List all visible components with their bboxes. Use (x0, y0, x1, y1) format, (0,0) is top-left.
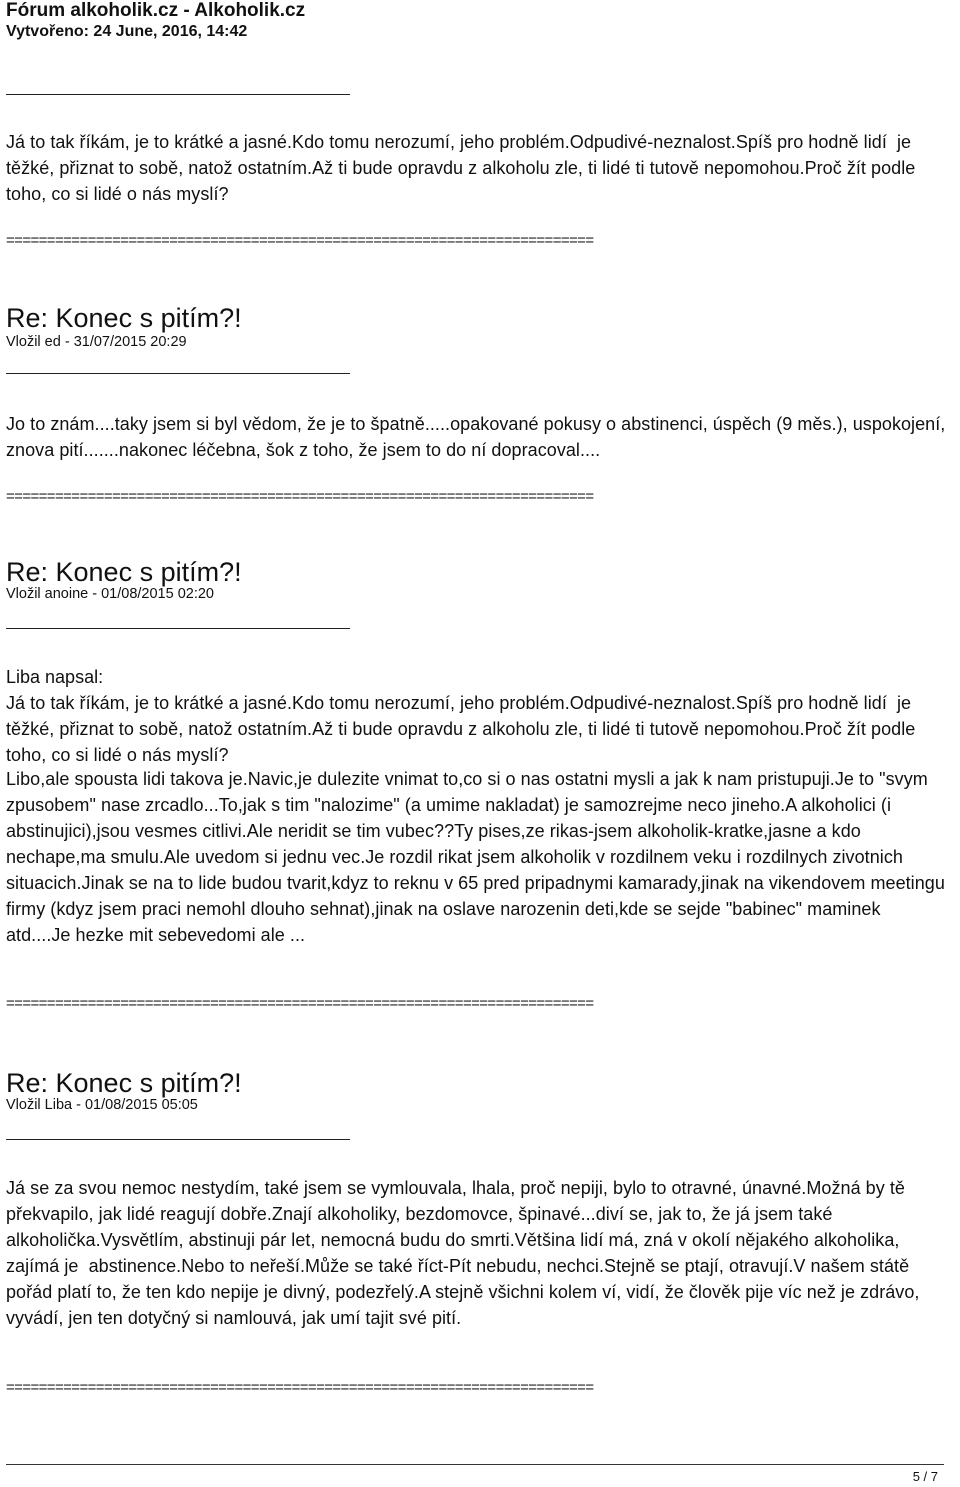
footer-divider (6, 1464, 944, 1465)
post-body: Libo,ale spousta lidi takova je.Navic,je dulezite vnimat to,co si o nas ostatni mysli a jak k nam pristupuji.Je to "svym zpusobem" nase zrcadlo...To,jak s tim "nalozime" (a umime nakladat) je samozrejme neco jineho.A alkoholici (i abstinujici),jsou vesmes citlivi.Ale neridit se tim vubec??Ty pises,ze rikas-jsem alkoholik-kratke,jasne a kdo nechape,ma smulu.Ale uvedom si jednu vec.Je rozdil rikat jsem alkoholik v rozdilnem veku i rozdilnych zivotnich situacich.Jinak se na to lide budou tvarit,kdyz to reknu v 65 pred pripadnymi kamarady,jinak na vikendovem meetingu firmy (kdyz jsem praci nemohl dlouho sehnat),jinak na oslave narozenin deti,kde se sejde "babinec" maminek atd....Je hezke mit sebevedomi ale ... (6, 769, 950, 945)
intro-text: Já to tak říkám, je to krátké a jasné.Kdo tomu nerozumí, jeho problém.Odpudivé-neznalost.Spíš pro hodně lidí je těžké, přiznat to sobě, natož ostatním.Až ti bude opravdu z alkoholu zle, ti lidé ti tutově nepomohou.Proč žít podle toho, co si lidé o nás myslí? (6, 132, 921, 204)
post-separator: ======================================================================== (6, 232, 594, 249)
quote-text: Já to tak říkám, je to krátké a jasné.Kdo tomu nerozumí, jeho problém.Odpudivé-neznalost.Spíš pro hodně lidí je těžké, přiznat to sobě, natož ostatním.Až ti bude opravdu z alkoholu zle, ti lidé ti tutově nepomohou.Proč žít podle toho, co si lidé o nás myslí? (6, 693, 921, 765)
divider (6, 628, 350, 629)
post-body: Jo to znám....taky jsem si byl vědom, že je to špatně.....opakované pokusy o abstinenci, úspěch (9 měs.), uspokojení, znova pití.......nakonec léčebna, šok z toho, že jsem to do ní dopracoval.... (6, 414, 951, 460)
post-meta: Vložil ed - 31/07/2015 20:29 (6, 334, 187, 350)
divider (6, 1139, 350, 1140)
post-title: Re: Konec s pitím?! (6, 303, 242, 333)
post-title: Re: Konec s pitím?! (6, 1068, 242, 1098)
quote-label: Liba napsal: (6, 667, 104, 687)
post-separator: ======================================================================== (6, 1379, 594, 1396)
post-title: Re: Konec s pitím?! (6, 557, 242, 587)
post-meta: Vložil anoine - 01/08/2015 02:20 (6, 586, 214, 602)
page-number: 5 / 7 (912, 1469, 938, 1484)
post-body: Já se za svou nemoc nestydím, také jsem se vymlouvala, lhala, proč nepiji, bylo to otravné, únavné.Možná by tě překvapilo, jak lidé reagují dobře.Znají alkoholiky, bezdomovce, špinavé...diví se, jak to, že já jsem také alkoholička.Vysvětlím, abstinuji pár let, nemocná budu do smrti.Většina lidí má, zná v okolí nějakého alkoholika, zajímá je abstinence.Nebo to neřeší.Může se také říct-Pít nebudu, nechci.Stejně se ptají, otravují.V našem státě pořád platí to, že ten kdo nepije je divný, podezřelý.A stejně všichni kolem ví, vidí, že člověk pije víc než je zdrávo, vyvádí, jen ten dotyčný si namlouvá, jak umí tajit své pití. (6, 1178, 925, 1328)
divider (6, 373, 350, 374)
post-separator: ======================================================================== (6, 488, 594, 505)
divider (6, 94, 350, 95)
created-date: Vytvořeno: 24 June, 2016, 14:42 (6, 23, 248, 40)
page-header (0, 0, 960, 48)
post-separator: ======================================================================== (6, 995, 594, 1012)
post-meta: Vložil Liba - 01/08/2015 05:05 (6, 1097, 198, 1113)
forum-title: Fórum alkoholik.cz - Alkoholik.cz (6, 0, 306, 21)
